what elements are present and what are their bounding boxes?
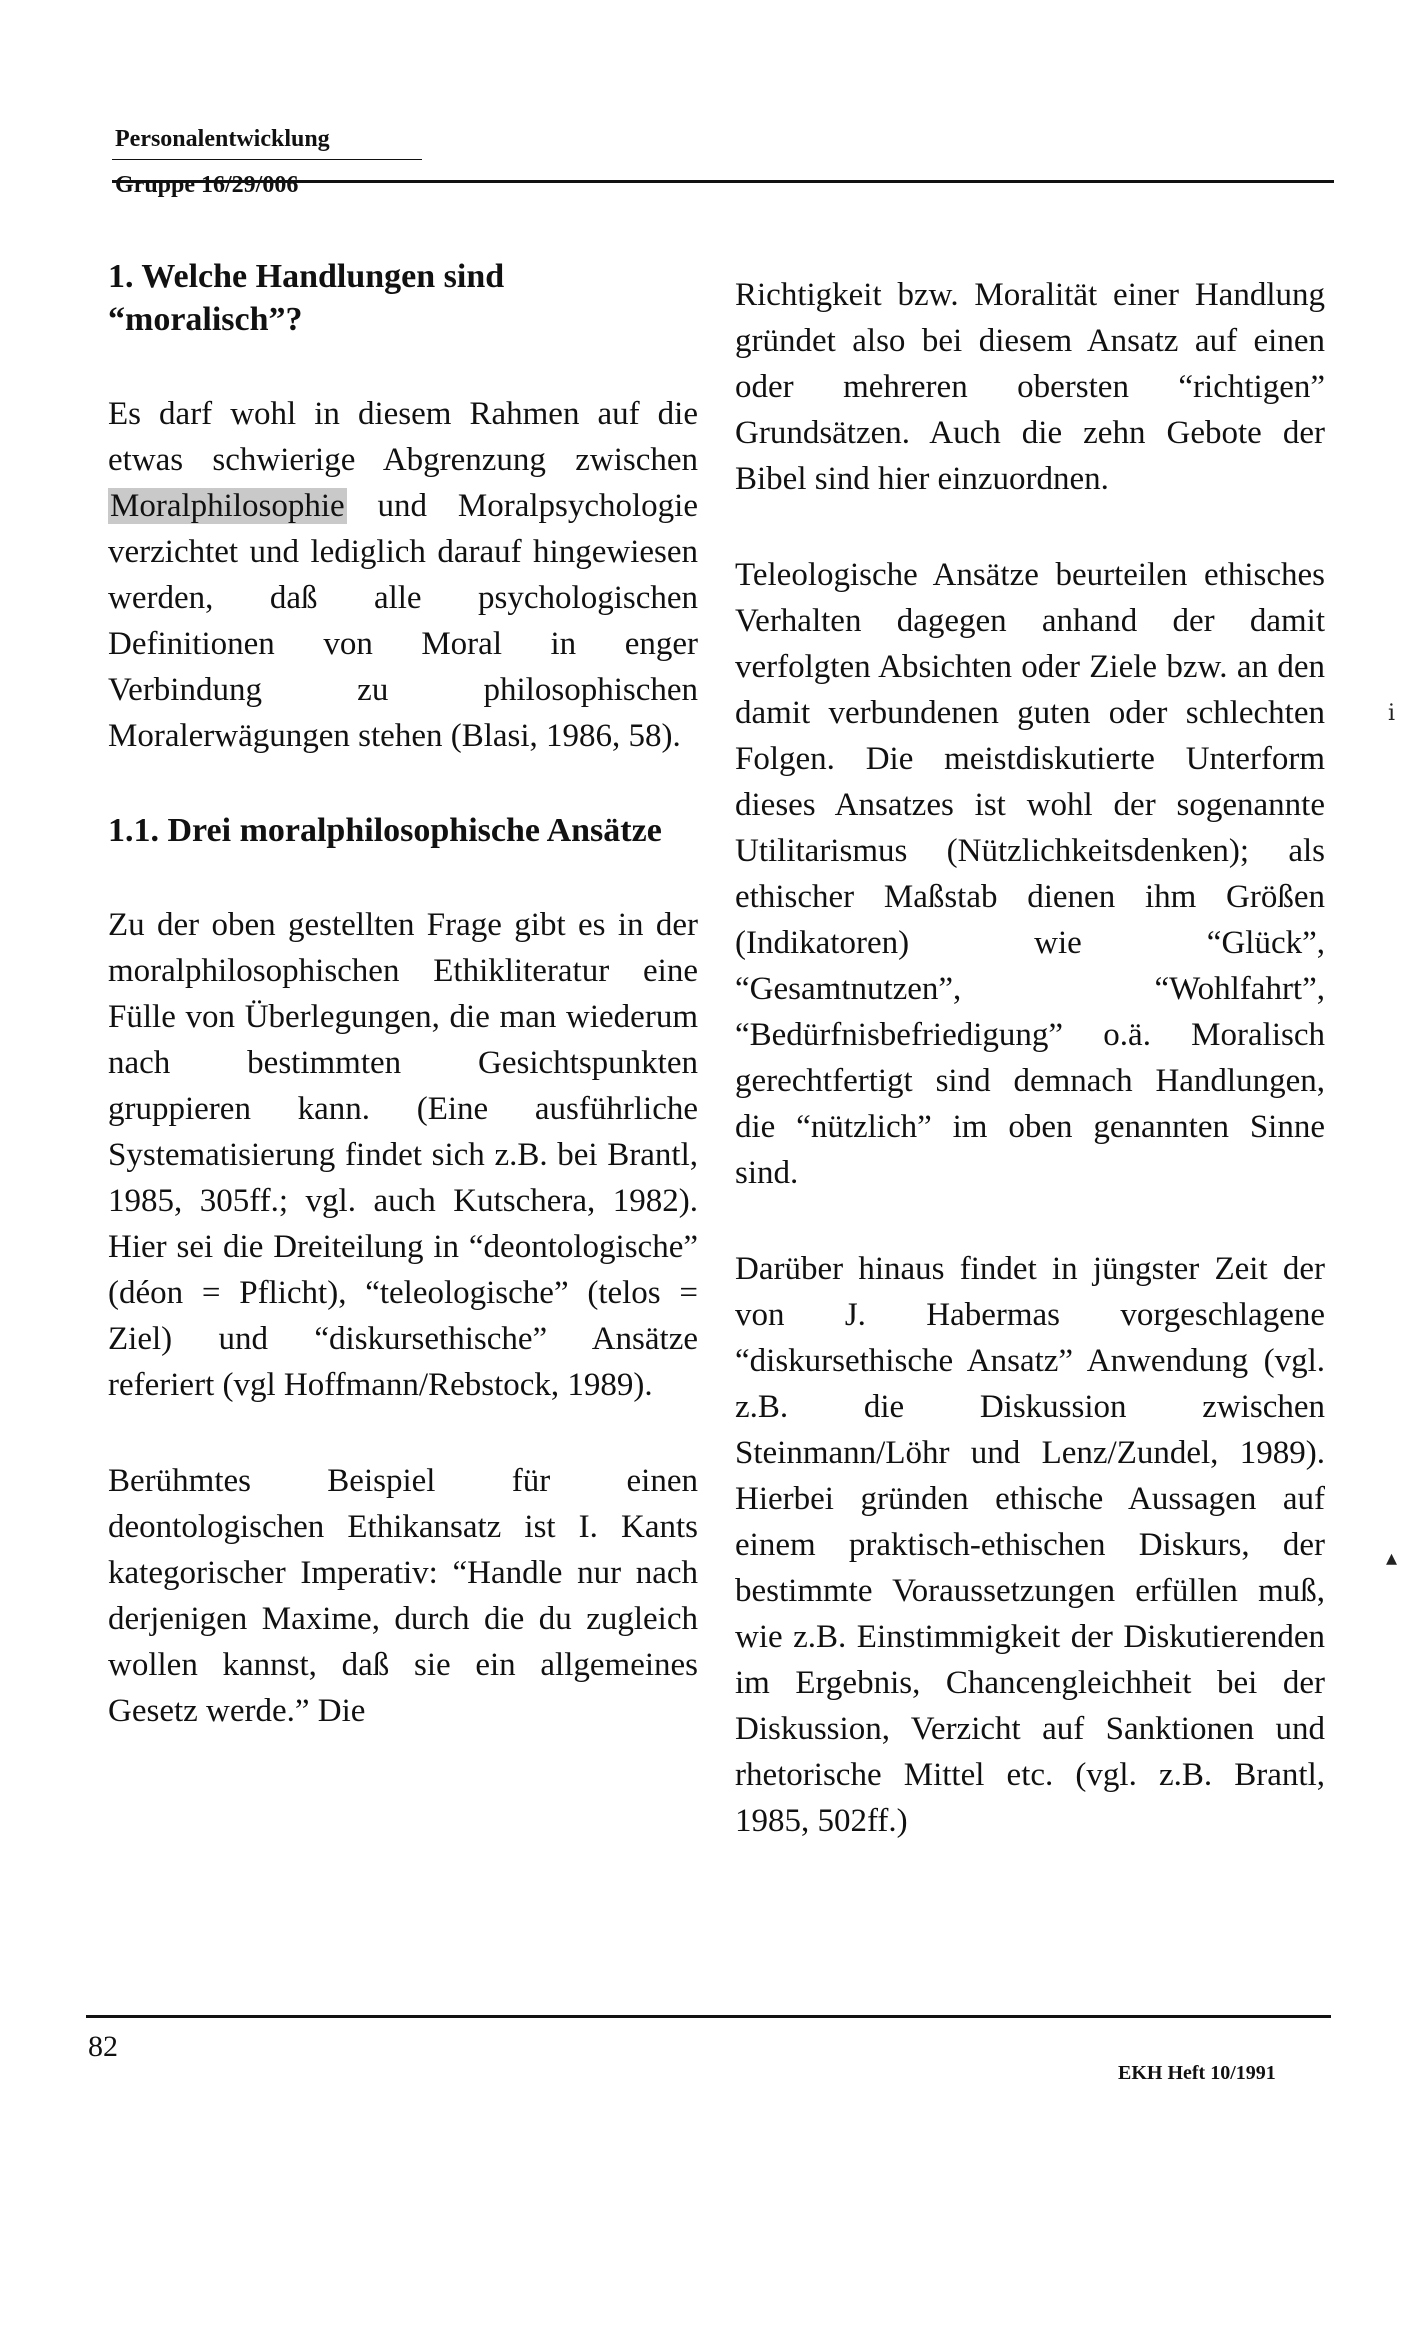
scan-mark: ▴ [1386, 1545, 1398, 1570]
paragraph-teleological: Teleologische Ansätze beurteilen ethisches Verhalten dagegen anhand der damit verfolgten Absichten oder Ziele bzw. an den damit verbundenen guten oder schlechten Folgen. Die meistdiskutierte Unterform dieses Ansatzes ist wohl der sogenannte Utilitarismus (Nützlichkeitsdenken); als ethischer Maßstab dienen ihm Größen (Indikatoren) wie “Glück”, “Gesamtnutzen”, “Wohlfahrt”, “Bedürfnisbefriedigung” o.ä. Moralisch gerechtfertigt sind demnach Handlungen, die “nützlich” im oben genannten Sinne sind. [735, 557, 1325, 1191]
scan-mark: ⅰ [1388, 700, 1396, 725]
paragraph-approaches: Zu der oben gestellten Frage gibt es in der moralphilosophischen Ethikliteratur eine Fülle von Überlegungen, die man wiederum nach bestimmten Gesichtspunkten gruppieren kann. (Eine ausführliche Systematisierung findet sich z.B. bei Brantl, 1985, 305ff.; vgl. auch Kutschera, 1982). Hier sei die Dreiteilung in “deontologische” (déon = Pflicht), “teleologische” (telos = Ziel) und “diskursethische” Ansätze referiert (vgl Hoffmann/Rebstock, 1989). [108, 907, 698, 1403]
page-number: 82 [88, 2030, 118, 2063]
footer-source: EKH Heft 10/1991 [1118, 2062, 1276, 2084]
left-column [108, 255, 698, 1784]
paragraph-moral-intro [108, 391, 698, 759]
footer-rule [86, 2015, 1331, 2018]
running-header-group: Gruppe 16/29/006 [115, 172, 299, 198]
section-heading-1-1: 1.1. Drei moralphilosophische Ansätze [108, 812, 662, 849]
header-rule [112, 180, 1334, 183]
section-heading-1: 1. Welche Handlungen sind “moralisch”? [108, 258, 505, 338]
running-header-title: Personalentwicklung [115, 126, 330, 152]
paragraph-discourse-ethics: Darüber hinaus findet in jüngster Zeit der von J. Habermas vorgeschlagene “diskursethische Ansatz” Anwendung (vgl. z.B. die Diskussion zwischen Steinmann/Löhr und Lenz/Zundel, 1989). Hierbei gründen ethische Aussagen auf einem praktisch-ethischen Diskurs, der bestimmte Voraussetzungen erfüllen muß, wie z.B. Einstimmigkeit der Diskutierenden im Ergebnis, Chancengleichheit bei der Diskussion, Verzicht auf Sanktionen und rhetorische Mittel etc. (vgl. z.B. Brantl, 1985, 502ff.) [735, 1251, 1325, 1839]
paragraph-deontological: Richtigkeit bzw. Moralität einer Handlung gründet also bei diesem Ansatz auf einen oder mehreren obersten “richtigen” Grundsätzen. Auch die zehn Gebote der Bibel sind hier einzuordnen. [735, 277, 1325, 497]
paragraph-moral-intro-a: Es darf wohl in diesem Rahmen auf die etwas schwierige Abgrenzung zwischen [108, 396, 698, 478]
highlighted-term: Moralphilosophie [110, 488, 345, 524]
right-column [735, 272, 1325, 1894]
header-underline [112, 159, 422, 160]
paragraph-kant: Berühmtes Beispiel für einen deontologischen Ethikansatz ist I. Kants kategorischer Imperativ: “Handle nur nach derjenigen Maxime, durch die du zugleich wollen kannst, daß sie ein allgemeines Gesetz werde.” Die [108, 1463, 698, 1729]
paragraph-moral-intro-b: und Moralpsychologie verzichtet und lediglich darauf hingewiesen werden, daß alle psychologischen Definitionen von Moral in enger Verbindung zu philosophischen Moralerwägungen stehen (Blasi, 1986, 58). [108, 488, 698, 754]
